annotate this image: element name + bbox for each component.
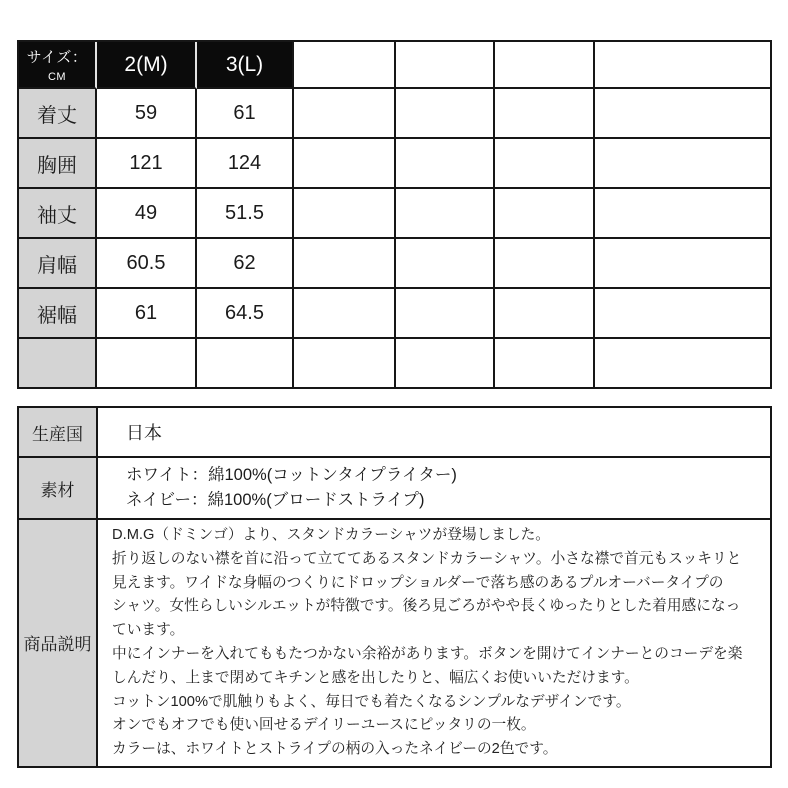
row-label [19,339,97,389]
size-row-shoulder-width [19,239,772,289]
size-value-cell: 61 [97,289,197,339]
material-line-navy: ネイビー：綿100%(ブロードストライプ) [126,491,425,509]
country-label: 生産国 [19,408,98,458]
size-value-cell: 60.5 [97,239,197,289]
description-line: 折り返しのない襟を首に沿って立ててあるスタンドカラーシャツ。小さな襟で首元もスッキリと [112,550,742,567]
size-value-cell [495,189,595,239]
size-column-header-empty [396,42,495,89]
size-value-cell [294,339,396,389]
size-row-chest [19,139,772,189]
size-value-cell: 51.5 [197,189,294,239]
size-value-cell [495,89,595,139]
size-value-cell [595,289,772,339]
description-value-cell [98,520,772,768]
description-line: しんだり、上まで閉めてキチンと感を出したりと、幅広くお使いいただけます。 [112,669,639,686]
size-row-sleeve-length [19,189,772,239]
size-column-header-empty [495,42,595,89]
size-value-cell [396,239,495,289]
size-value-cell [495,239,595,289]
size-unit-header-cell [19,42,97,89]
description-line: カラーは、ホワイトとストライプの柄の入ったネイビーの2色です。 [112,741,558,758]
material-label: 素材 [19,458,98,520]
size-value-cell [595,339,772,389]
size-value-cell: 49 [97,189,197,239]
size-row-body-length [19,89,772,139]
size-value-cell [396,189,495,239]
size-column-header-2m: 2(M) [97,42,197,89]
size-value-cell [495,139,595,189]
row-label: 裾幅 [19,289,97,339]
material-value-cell [98,458,772,520]
size-value-cell [396,139,495,189]
country-row [19,408,772,458]
size-header-label: サイズ： [26,48,88,66]
size-value-cell: 62 [197,239,294,289]
size-value-cell [495,289,595,339]
size-value-cell [97,339,197,389]
description-line: 見えます。ワイドな身幅のつくりにドロップショルダーで落ち感のあるプルオーバータイプの [112,574,724,591]
size-value-cell [294,189,396,239]
row-label: 胸囲 [19,139,97,189]
size-value-cell: 124 [197,139,294,189]
size-value-cell: 121 [97,139,197,189]
description-line: コットン100%で肌触りもよく、毎日でも着たくなるシンプルなデザインです。 [112,693,631,710]
size-row-empty [19,339,772,389]
size-value-cell [294,139,396,189]
description-line: シャツ。女性らしいシルエットが特徴です。後ろ見ごろがやや長くゆったりとした着用感になっ [112,598,741,615]
size-column-header-3l: 3(L) [197,42,294,89]
size-value-cell [595,189,772,239]
product-info-table [17,406,772,768]
description-text [98,520,770,766]
size-value-cell [294,89,396,139]
size-value-cell [294,289,396,339]
material-row [19,458,772,520]
size-table [17,40,772,389]
size-value-cell [595,139,772,189]
size-value-cell: 64.5 [197,289,294,339]
size-column-header-empty [294,42,396,89]
size-header-unit: CM [47,70,67,83]
size-value-cell: 61 [197,89,294,139]
size-value-cell [495,339,595,389]
row-label: 袖丈 [19,189,97,239]
size-value-cell: 59 [97,89,197,139]
description-row [19,520,772,768]
size-column-header-empty [595,42,772,89]
country-value: 日本 [126,423,162,443]
size-value-cell [595,89,772,139]
size-value-cell [396,339,495,389]
country-value-cell [98,408,772,458]
description-line: ています。 [112,622,185,639]
description-line: オンでもオフでも使い回せるデイリーユースにピッタリの一枚。 [112,717,536,734]
row-label: 肩幅 [19,239,97,289]
size-row-hem-width [19,289,772,339]
size-value-cell [294,239,396,289]
description-line: 中にインナーを入れてももたつかない余裕があります。ボタンを開けてインナーとのコーデを楽 [112,645,743,662]
size-value-cell [396,89,495,139]
size-value-cell [396,289,495,339]
size-table-header-row [19,42,772,89]
size-value-cell [197,339,294,389]
material-line-white: ホワイト：綿100%(コットンタイプライター) [126,466,457,484]
description-label: 商品説明 [19,520,98,768]
size-value-cell [595,239,772,289]
row-label: 着丈 [19,89,97,139]
description-line: D.M.G（ドミンゴ）より、スタンドカラーシャツが登場しました。 [112,527,550,543]
